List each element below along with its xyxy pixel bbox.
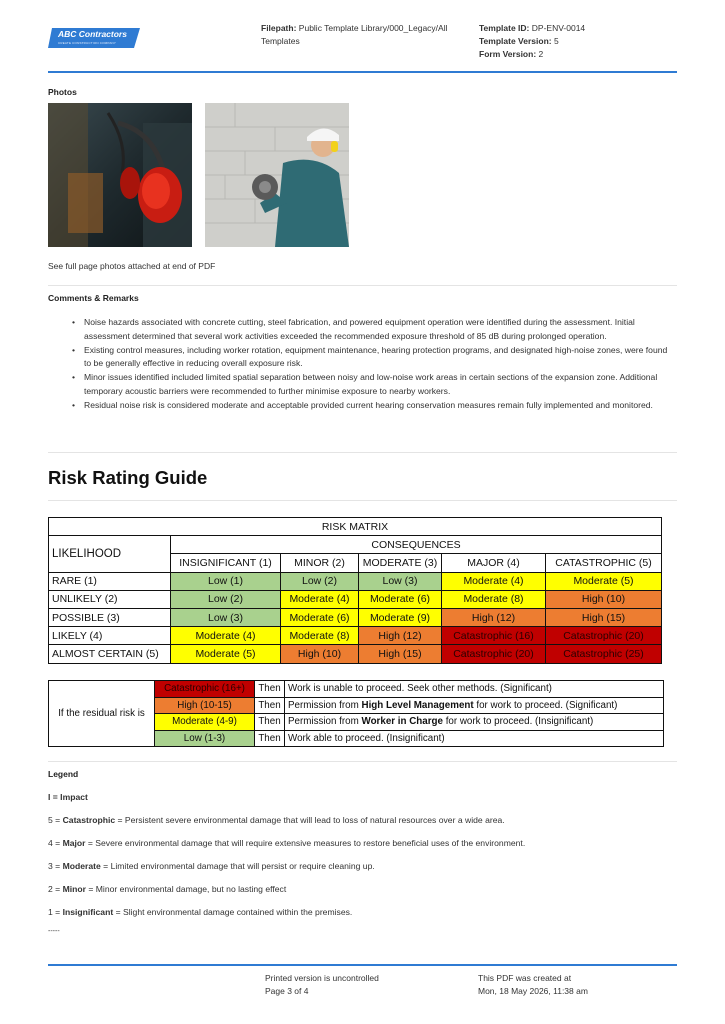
- footer-divider: [48, 964, 677, 966]
- residual-action: [285, 681, 664, 698]
- row-header: UNLIKELY (2): [49, 590, 171, 608]
- risk-cell: Moderate (4): [171, 627, 281, 645]
- photo-worker-cutting[interactable]: [205, 103, 349, 247]
- impact-heading: I = Impact: [48, 792, 88, 802]
- section-divider: [48, 761, 677, 762]
- risk-cell: Moderate (4): [281, 590, 359, 608]
- risk-cell: Low (2): [171, 590, 281, 608]
- then-label: Then: [255, 697, 285, 714]
- legend-item: [48, 861, 375, 871]
- col-header: MODERATE (3): [359, 554, 442, 572]
- residual-action: [285, 697, 664, 714]
- filepath: [261, 22, 461, 47]
- risk-cell: High (12): [442, 608, 546, 626]
- residual-action: [285, 714, 664, 731]
- legend-item: [48, 884, 286, 894]
- section-divider: [48, 452, 677, 453]
- risk-cell: Catastrophic (20): [442, 645, 546, 663]
- residual-level: Low (1-3): [155, 730, 255, 747]
- header-divider: [48, 71, 677, 73]
- risk-cell: Low (2): [281, 572, 359, 590]
- risk-cell: Catastrophic (20): [546, 627, 662, 645]
- residual-level: High (10-15): [155, 697, 255, 714]
- col-header: MINOR (2): [281, 554, 359, 572]
- row-header: LIKELY (4): [49, 627, 171, 645]
- comment-item: • Noise hazards associated with concrete cutting, steel fabrication, and powered equipment operation were identified during the assessment. Initial assessment determined that several work activities exceeded the recommended exposure threshold of 85 dB during prolonged operation.: [84, 316, 674, 343]
- legend-item: [48, 838, 525, 848]
- legend-prefix: 1 =: [48, 907, 63, 917]
- risk-cell: Catastrophic (16): [442, 627, 546, 645]
- action-approver: Worker in Charge: [361, 716, 443, 728]
- template-id-label: Template ID:: [479, 23, 530, 33]
- legend-prefix: 4 =: [48, 838, 63, 848]
- risk-cell: High (10): [546, 590, 662, 608]
- comment-item: • Residual noise risk is considered moderate and acceptable provided current hearing conservation measures remain fully implemented and monitored.: [84, 399, 674, 413]
- action-text: Permission from: [288, 699, 362, 711]
- legend-prefix: 2 =: [48, 884, 63, 894]
- then-label: Then: [255, 730, 285, 747]
- legend-term: Major: [62, 838, 86, 848]
- risk-cell: Low (3): [359, 572, 442, 590]
- logo-subtext: CREATE CONSTRUCTION COMPANY: [58, 41, 117, 45]
- col-header: CATASTROPHIC (5): [546, 554, 662, 572]
- risk-cell: Moderate (6): [281, 608, 359, 626]
- risk-cell: High (15): [359, 645, 442, 663]
- legend-text: = Slight environmental damage contained within the premises.: [113, 907, 353, 917]
- risk-cell: High (10): [281, 645, 359, 663]
- action-text: for work to proceed. (Insignificant): [442, 716, 594, 728]
- filepath-label: Filepath:: [261, 23, 297, 33]
- logo-text: ABC Contractors: [58, 29, 127, 39]
- legend-text: = Severe environmental damage that will require extensive measures to restore beneficial uses of the environment.: [85, 838, 526, 848]
- footer-print-info: [265, 972, 379, 998]
- likelihood-header: LIKELIHOOD: [49, 536, 171, 572]
- consequences-header: CONSEQUENCES: [171, 536, 662, 554]
- action-text: Work is unable to proceed. Seek other methods. (Significant): [288, 683, 552, 695]
- action-text: Permission from: [288, 716, 362, 728]
- legend-separator: -----: [48, 928, 60, 935]
- risk-matrix-table: [48, 517, 662, 664]
- page-number: Page 3 of 4: [265, 986, 309, 996]
- legend-term: Moderate: [62, 861, 101, 871]
- then-label: Then: [255, 714, 285, 731]
- action-approver: High Level Management: [361, 699, 474, 711]
- residual-level: Catastrophic (16+): [155, 681, 255, 698]
- form-version-label: Form Version:: [479, 49, 537, 59]
- legend-prefix: 3 =: [48, 861, 63, 871]
- photo-earmuffs[interactable]: [48, 103, 192, 247]
- legend-label: Legend: [48, 769, 79, 779]
- col-header: MAJOR (4): [442, 554, 546, 572]
- legend-text: = Limited environmental damage that will persist or require cleaning up.: [100, 861, 375, 871]
- row-header: POSSIBLE (3): [49, 608, 171, 626]
- row-header: RARE (1): [49, 572, 171, 590]
- risk-cell: Catastrophic (25): [546, 645, 662, 663]
- template-version-label: Template Version:: [479, 36, 552, 46]
- then-label: Then: [255, 681, 285, 698]
- legend-term: Minor: [62, 884, 86, 894]
- risk-cell: Moderate (8): [442, 590, 546, 608]
- risk-cell: High (12): [359, 627, 442, 645]
- risk-cell: Moderate (8): [281, 627, 359, 645]
- printed-note: Printed version is uncontrolled: [265, 973, 379, 983]
- template-id-value: DP-ENV-0014: [531, 23, 586, 33]
- legend-item: [48, 815, 505, 825]
- matrix-title: RISK MATRIX: [49, 518, 662, 536]
- risk-cell: Moderate (4): [442, 572, 546, 590]
- legend-text: = Persistent severe environmental damage that will lead to loss of natural resources over a wide area.: [115, 815, 505, 825]
- page-header: [0, 0, 725, 75]
- template-meta: [479, 22, 585, 61]
- legend-item: [48, 907, 352, 917]
- risk-cell: Moderate (5): [171, 645, 281, 663]
- legend-term: Catastrophic: [62, 815, 116, 825]
- filepath-value: Public Template Library/000_Legacy/All Templates: [261, 23, 448, 46]
- section-divider: [48, 500, 677, 501]
- col-header: INSIGNIFICANT (1): [171, 554, 281, 572]
- risk-cell: Moderate (9): [359, 608, 442, 626]
- residual-risk-label: If the residual risk is: [49, 681, 155, 747]
- risk-cell: Moderate (5): [546, 572, 662, 590]
- risk-cell: Low (3): [171, 608, 281, 626]
- risk-cell: High (15): [546, 608, 662, 626]
- residual-risk-table: [48, 680, 664, 747]
- form-version-value: 2: [538, 49, 544, 59]
- photos-label: Photos: [48, 87, 77, 97]
- photos-caption: See full page photos attached at end of PDF: [48, 261, 216, 271]
- created-label: This PDF was created at: [478, 973, 572, 983]
- comments-label: Comments & Remarks: [48, 293, 139, 303]
- legend-text: = Minor environmental damage, but no lasting effect: [85, 884, 287, 894]
- comment-item: • Minor issues identified included limited spatial separation between noisy and low-noise work areas in certain sections of the expansion zone. Additional temporary acoustic barriers were recommended to further minimise exposure to nearby workers.: [84, 371, 674, 398]
- risk-guide-title: Risk Rating Guide: [48, 467, 208, 488]
- legend-prefix: 5 =: [48, 815, 63, 825]
- residual-action: [285, 730, 664, 747]
- created-date: Mon, 18 May 2026, 11:38 am: [478, 986, 588, 996]
- risk-cell: Moderate (6): [359, 590, 442, 608]
- footer-created-info: [478, 972, 588, 998]
- comments-list: [84, 316, 674, 413]
- risk-cell: Low (1): [171, 572, 281, 590]
- comment-item: • Existing control measures, including worker rotation, equipment maintenance, hearing protection programs, and designated high-noise zones, were found to be generally effective in reducing overall exposure risk.: [84, 344, 674, 371]
- section-divider: [48, 285, 677, 286]
- legend-term: Insignificant: [62, 907, 114, 917]
- row-header: ALMOST CERTAIN (5): [49, 645, 171, 663]
- action-text: for work to proceed. (Significant): [473, 699, 618, 711]
- template-version-value: 5: [553, 36, 559, 46]
- action-text: Work able to proceed. (Insignificant): [288, 732, 445, 744]
- residual-level: Moderate (4-9): [155, 714, 255, 731]
